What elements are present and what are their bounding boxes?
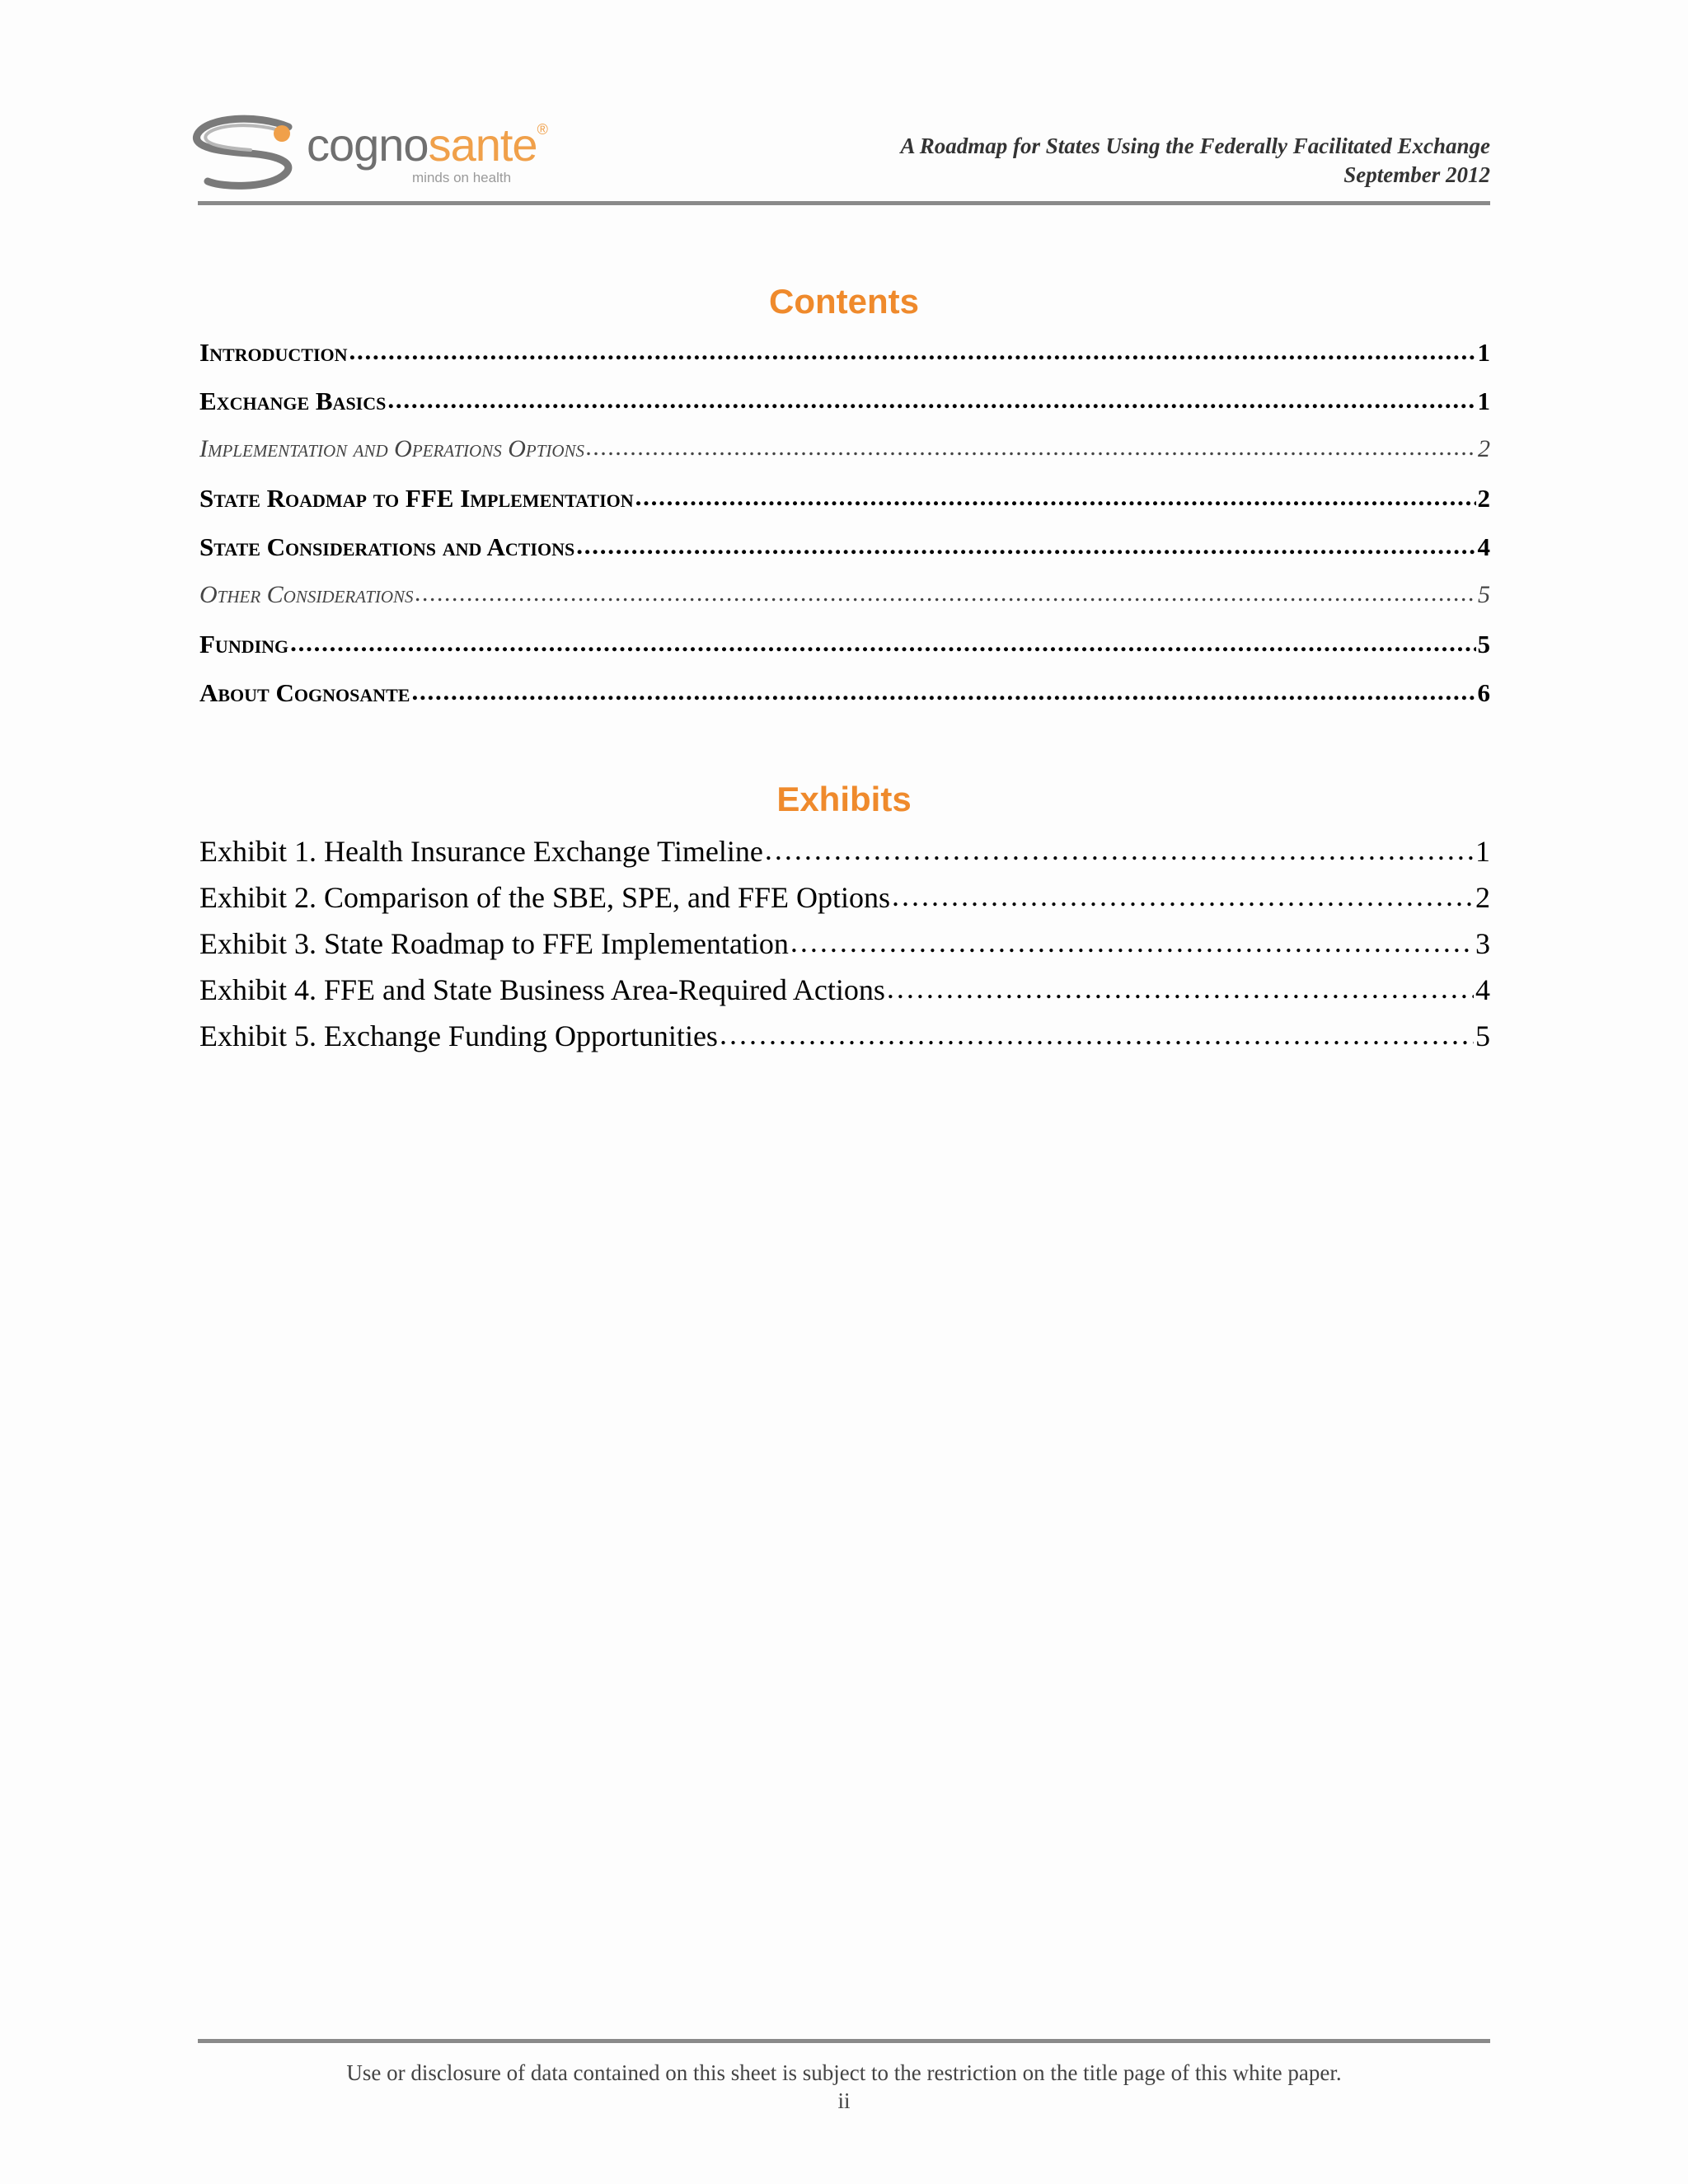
page-header	[198, 105, 1490, 205]
toc-entry-page: 3	[1475, 927, 1490, 960]
exhibits-list	[199, 834, 1490, 1065]
toc-entry-label: Exhibit 1. Health Insurance Exchange Timeline	[199, 835, 763, 868]
toc-entry[interactable]	[199, 338, 1490, 387]
toc-entry[interactable]	[199, 926, 1490, 972]
toc-entry[interactable]	[199, 484, 1490, 532]
toc-entry-page: 4	[1475, 973, 1490, 1006]
toc-entry-page: 4	[1477, 532, 1490, 561]
toc-entry-page: 2	[1475, 881, 1490, 914]
dot-leader	[586, 434, 1476, 462]
toc-entry-label: Exhibit 4. FFE and State Business Area-Required Actions	[199, 973, 885, 1006]
dot-leader	[576, 531, 1475, 560]
toc-entry-page: 1	[1475, 835, 1490, 868]
toc-entry[interactable]	[199, 532, 1490, 581]
toc-entry-page: 5	[1475, 1019, 1490, 1052]
toc-entry-page: 1	[1477, 338, 1490, 367]
contents-list	[199, 338, 1490, 727]
dot-leader	[387, 385, 1475, 415]
dot-leader	[411, 677, 1475, 706]
toc-entry[interactable]	[199, 834, 1490, 880]
document-date: September 2012	[1343, 162, 1490, 187]
footer-notice: Use or disclosure of data contained on this sheet is subject to the restriction on the title page of this white paper.	[346, 2060, 1342, 2085]
cognosante-logo	[191, 110, 554, 193]
toc-entry-page: 1	[1477, 387, 1490, 415]
toc-entry-label: Introduction	[199, 338, 348, 367]
toc-entry[interactable]	[199, 435, 1490, 484]
toc-entry-label: Exchange Basics	[199, 387, 387, 415]
page-footer	[198, 2059, 1490, 2115]
toc-entry[interactable]	[199, 880, 1490, 926]
dot-leader	[635, 482, 1476, 512]
dot-leader	[415, 579, 1476, 607]
dot-leader	[290, 628, 1475, 658]
dot-leader	[790, 925, 1474, 959]
toc-entry[interactable]	[199, 678, 1490, 727]
toc-entry[interactable]	[199, 972, 1490, 1019]
dot-leader	[765, 832, 1474, 867]
toc-entry-label: Exhibit 3. State Roadmap to FFE Implementation	[199, 927, 789, 960]
dot-leader	[349, 336, 1476, 366]
toc-entry-page: 2	[1478, 435, 1490, 462]
toc-entry-label: Funding	[199, 630, 289, 658]
dot-leader	[887, 971, 1474, 1005]
page-number: ii	[837, 2088, 851, 2113]
header-info	[900, 132, 1490, 190]
toc-entry-page: 5	[1478, 581, 1490, 608]
toc-entry[interactable]	[199, 387, 1490, 435]
exhibits-title: Exhibits	[776, 780, 912, 818]
toc-entry-label: Other Considerations	[199, 581, 414, 608]
toc-entry-label: About Cognosante	[199, 678, 410, 707]
toc-entry-label: State Considerations and Actions	[199, 532, 575, 561]
toc-entry[interactable]	[199, 581, 1490, 630]
contents-title: Contents	[769, 282, 919, 321]
toc-entry[interactable]	[199, 630, 1490, 678]
toc-entry-page: 2	[1477, 484, 1490, 513]
toc-entry-label: State Roadmap to FFE Implementation	[199, 484, 634, 513]
document-title: A Roadmap for States Using the Federally Facilitated Exchange	[900, 134, 1490, 158]
toc-entry-label: Exhibit 2. Comparison of the SBE, SPE, and FFE Options	[199, 881, 891, 914]
toc-entry-page: 6	[1477, 678, 1490, 707]
logo-wordmark: cognosante®	[307, 119, 547, 171]
toc-entry-page: 5	[1477, 630, 1490, 658]
logo-swoosh-icon	[191, 110, 315, 193]
logo-tagline: minds on health	[412, 170, 512, 185]
footer-rule	[198, 2039, 1490, 2043]
dot-leader	[720, 1017, 1474, 1052]
toc-entry-label: Implementation and Operations Options	[199, 435, 585, 462]
dot-leader	[892, 879, 1474, 913]
toc-entry-label: Exhibit 5. Exchange Funding Opportunities	[199, 1019, 718, 1052]
toc-entry[interactable]	[199, 1019, 1490, 1065]
